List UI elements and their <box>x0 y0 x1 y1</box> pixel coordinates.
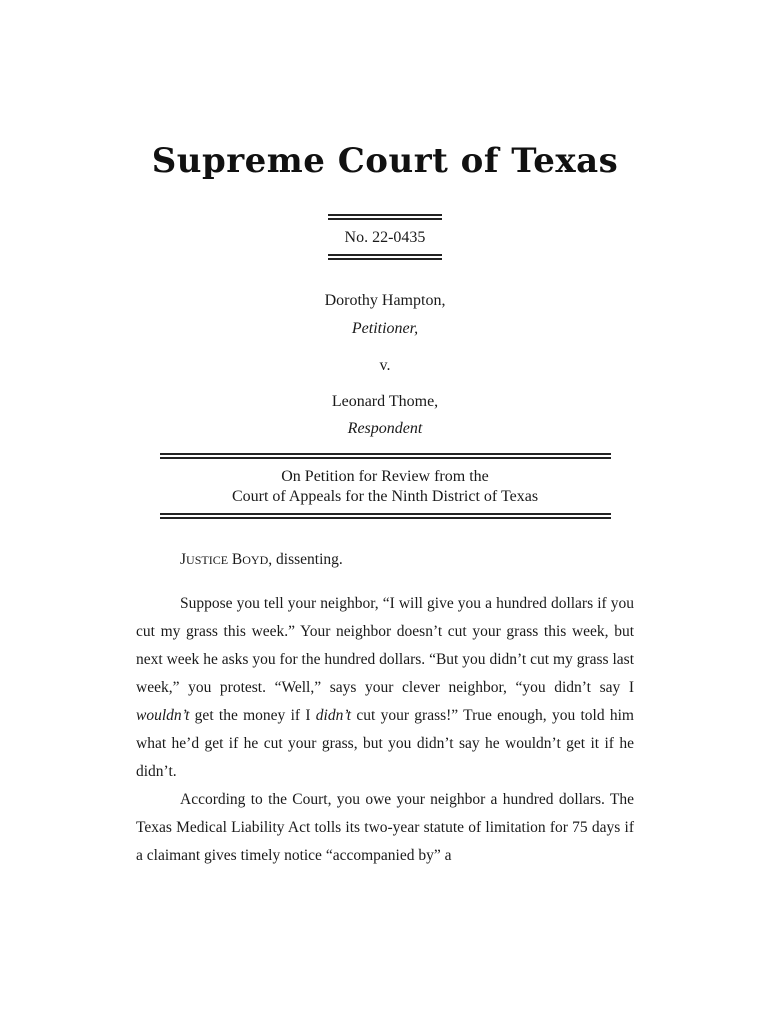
paragraph-1-emphasis-2: didn’t <box>315 707 352 724</box>
paragraph-1-text-a: Suppose you tell your neighbor, “I will give you a hundred dollars if you cut my grass this week.” Your neighbor doesn’t cut your grass this week, but next week he asks you for the hundred dollars. “But you didn’t cut my grass last week,” you protest. “Well,” says your clever neighbor, “you didn’t say I <box>136 595 634 696</box>
justice-title-rest: USTICE <box>186 553 229 567</box>
petitioner-role: Petitioner, <box>351 320 419 337</box>
paragraph-1-text-b: get the money if I <box>189 707 316 724</box>
justice-title-initial: J <box>180 551 187 568</box>
justice-name-rest: OYD <box>242 553 269 567</box>
opinion-byline <box>136 546 634 574</box>
versus: v. <box>379 357 391 374</box>
paragraph-1-text-c: cut your grass!” True enough, you told him what he’d get if he cut your grass, but you didn’t say he wouldn’t get it if he didn’t. <box>136 707 634 780</box>
review-line-2: Court of Appeals for the Ninth District of Texas <box>231 488 539 505</box>
review-line-1: On Petition for Review from the <box>281 468 489 485</box>
paragraph-2: According to the Court, you owe your neighbor a hundred dollars. The Texas Medical Liability Act tolls its two-year statute of limitation for 75 days if a claimant gives timely notice “accompanied by” a <box>136 791 634 864</box>
double-rule <box>328 214 442 220</box>
paragraph-1 <box>136 590 634 786</box>
case-number: No. 22-0435 <box>344 229 426 246</box>
double-rule <box>328 254 442 260</box>
petitioner-name: Dorothy Hampton, <box>324 292 446 309</box>
double-rule <box>160 513 611 519</box>
respondent-role: Respondent <box>347 420 423 437</box>
double-rule <box>160 453 611 459</box>
byline-suffix: , dissenting. <box>268 551 343 568</box>
justice-name-initial: B <box>231 551 243 568</box>
opinion-body <box>136 590 634 870</box>
court-title: Supreme Court of Texas <box>151 141 619 181</box>
paragraph-1-emphasis-1: wouldn’t <box>136 707 190 724</box>
respondent-name: Leonard Thome, <box>331 393 439 410</box>
